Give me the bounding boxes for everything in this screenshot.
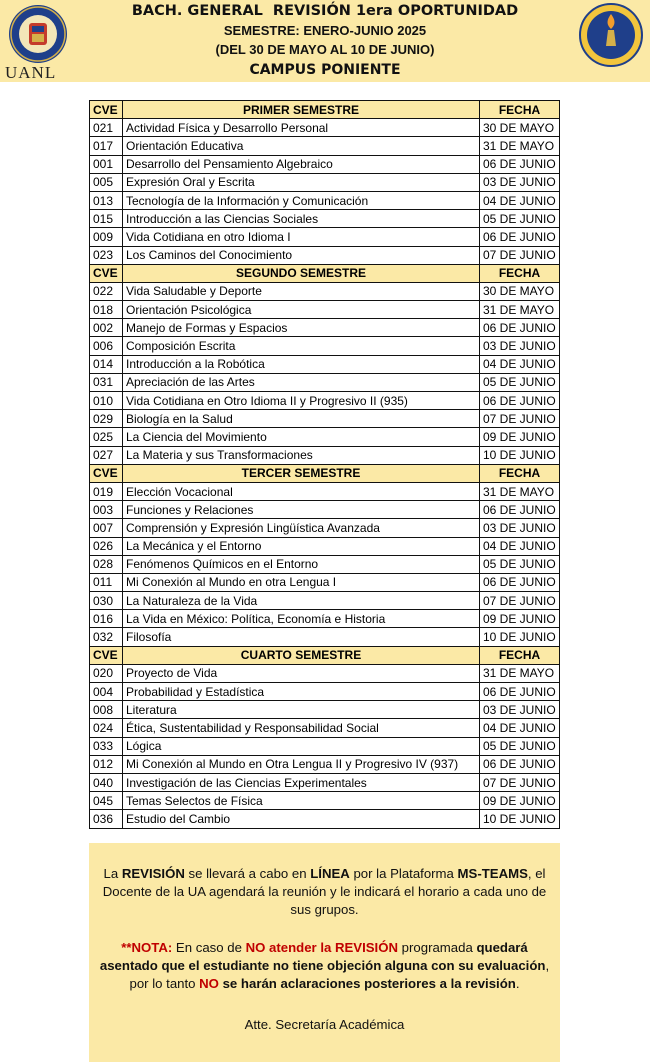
table-row <box>90 537 560 555</box>
column-header-fecha: FECHA <box>480 464 560 482</box>
course-name: Literatura <box>123 701 480 719</box>
course-name: La Vida en México: Política, Economía e Historia <box>123 610 480 628</box>
course-name: Apreciación de las Artes <box>123 373 480 391</box>
column-header-cve: CVE <box>90 646 123 664</box>
course-name: Funciones y Relaciones <box>123 501 480 519</box>
table-row <box>90 555 560 573</box>
course-code: 032 <box>90 628 123 646</box>
note-text: MS-TEAMS <box>457 866 528 881</box>
exam-date: 09 DE JUNIO <box>480 610 560 628</box>
note-text: , el Docente de la UA agendará la reunión y le indicará el horario a cada uno de sus grupos. <box>102 866 547 917</box>
note-text: NO atender la REVISIÓN <box>245 940 399 955</box>
exam-date: 06 DE JUNIO <box>480 155 560 173</box>
semester-header-row <box>90 464 560 482</box>
uanl-seal-icon <box>8 4 68 64</box>
semester-header-row <box>90 101 560 119</box>
table-row <box>90 173 560 191</box>
course-code: 045 <box>90 792 123 810</box>
course-code: 020 <box>90 664 123 682</box>
course-name: Ética, Sustentabilidad y Responsabilidad Social <box>123 719 480 737</box>
exam-date: 05 DE JUNIO <box>480 737 560 755</box>
exam-date: 07 DE JUNIO <box>480 773 560 791</box>
course-code: 027 <box>90 446 123 464</box>
note-text: REVISIÓN <box>121 866 185 881</box>
exam-date: 05 DE JUNIO <box>480 210 560 228</box>
semester-header-row <box>90 646 560 664</box>
exam-date: 09 DE JUNIO <box>480 792 560 810</box>
note-paragraph-platform <box>97 865 552 919</box>
note-text: LÍNEA <box>310 866 350 881</box>
header-semester: SEMESTRE: ENERO-JUNIO 2025 <box>223 23 427 38</box>
course-name: Fenómenos Químicos en el Entorno <box>123 555 480 573</box>
course-name: La Materia y sus Transformaciones <box>123 446 480 464</box>
course-name: Comprensión y Expresión Lingüística Avanzada <box>123 519 480 537</box>
note-text: En caso de <box>172 940 246 955</box>
course-code: 017 <box>90 137 123 155</box>
table-row <box>90 628 560 646</box>
table-row <box>90 446 560 464</box>
column-header-fecha: FECHA <box>480 264 560 282</box>
table-row <box>90 373 560 391</box>
column-header-fecha: FECHA <box>480 101 560 119</box>
course-code: 008 <box>90 701 123 719</box>
note-signature: Atte. Secretaría Académica <box>244 1017 405 1032</box>
course-name: Filosofía <box>123 628 480 646</box>
course-name: Vida Cotidiana en otro Idioma I <box>123 228 480 246</box>
course-code: 003 <box>90 501 123 519</box>
course-code: 009 <box>90 228 123 246</box>
column-header-cve: CVE <box>90 264 123 282</box>
course-code: 013 <box>90 191 123 209</box>
column-header-fecha: FECHA <box>480 646 560 664</box>
semester-header-row <box>90 264 560 282</box>
exam-date: 05 DE JUNIO <box>480 373 560 391</box>
table-row <box>90 810 560 828</box>
exam-date: 06 DE JUNIO <box>480 392 560 410</box>
pablo-livas-logo-icon <box>578 2 644 68</box>
course-code: 012 <box>90 755 123 773</box>
course-code: 033 <box>90 737 123 755</box>
course-code: 002 <box>90 319 123 337</box>
exam-date: 06 DE JUNIO <box>480 501 560 519</box>
table-row <box>90 482 560 500</box>
table-row <box>90 592 560 610</box>
table-row <box>90 501 560 519</box>
course-code: 024 <box>90 719 123 737</box>
course-code: 006 <box>90 337 123 355</box>
exam-date: 03 DE JUNIO <box>480 519 560 537</box>
course-name: Vida Saludable y Deporte <box>123 282 480 300</box>
course-code: 026 <box>90 537 123 555</box>
course-name: Actividad Física y Desarrollo Personal <box>123 119 480 137</box>
course-code: 011 <box>90 573 123 591</box>
course-code: 014 <box>90 355 123 373</box>
course-name: Expresión Oral y Escrita <box>123 173 480 191</box>
course-name: Orientación Educativa <box>123 137 480 155</box>
course-code: 022 <box>90 282 123 300</box>
table-row <box>90 191 560 209</box>
header-program: BACH. GENERAL <box>131 3 263 19</box>
course-code: 015 <box>90 210 123 228</box>
course-name: Mi Conexión al Mundo en Otra Lengua II y Progresivo IV (937) <box>123 755 480 773</box>
note-text: NO <box>199 976 219 991</box>
semester-title: SEGUNDO SEMESTRE <box>123 264 480 282</box>
exam-date: 10 DE JUNIO <box>480 810 560 828</box>
table-row <box>90 319 560 337</box>
table-row <box>90 701 560 719</box>
semester-title: CUARTO SEMESTRE <box>123 646 480 664</box>
table-row <box>90 355 560 373</box>
course-name: Tecnología de la Información y Comunicación <box>123 191 480 209</box>
exam-date: 06 DE JUNIO <box>480 683 560 701</box>
exam-date: 09 DE JUNIO <box>480 428 560 446</box>
course-name: Proyecto de Vida <box>123 664 480 682</box>
course-code: 021 <box>90 119 123 137</box>
table-row <box>90 137 560 155</box>
course-name: La Naturaleza de la Vida <box>123 592 480 610</box>
page-header <box>0 0 650 82</box>
course-name: Desarrollo del Pensamiento Algebraico <box>123 155 480 173</box>
note-text: se harán aclaraciones posteriores a la revisión <box>218 976 516 991</box>
course-code: 018 <box>90 301 123 319</box>
table-row <box>90 573 560 591</box>
course-code: 028 <box>90 555 123 573</box>
uanl-logo-text: UANL <box>5 63 57 82</box>
exam-date: 10 DE JUNIO <box>480 628 560 646</box>
course-name: Elección Vocacional <box>123 482 480 500</box>
note-text: **NOTA: <box>121 940 173 955</box>
note-text: . <box>515 976 520 991</box>
column-header-cve: CVE <box>90 101 123 119</box>
table-row <box>90 664 560 682</box>
exam-schedule-table <box>89 100 560 829</box>
note-text: programada <box>398 940 477 955</box>
course-name: Los Caminos del Conocimiento <box>123 246 480 264</box>
table-row <box>90 228 560 246</box>
course-code: 010 <box>90 392 123 410</box>
table-row <box>90 392 560 410</box>
table-row <box>90 610 560 628</box>
exam-date: 03 DE JUNIO <box>480 337 560 355</box>
course-name: Vida Cotidiana en Otro Idioma II y Progresivo II (935) <box>123 392 480 410</box>
exam-date: 06 DE JUNIO <box>480 228 560 246</box>
exam-date: 03 DE JUNIO <box>480 701 560 719</box>
course-code: 029 <box>90 410 123 428</box>
course-name: La Mecánica y el Entorno <box>123 537 480 555</box>
course-name: Temas Selectos de Física <box>123 792 480 810</box>
exam-date: 04 DE JUNIO <box>480 191 560 209</box>
exam-date: 03 DE JUNIO <box>480 173 560 191</box>
exam-date: 06 DE JUNIO <box>480 755 560 773</box>
table-row <box>90 282 560 300</box>
header-campus: CAMPUS PONIENTE <box>249 62 401 78</box>
course-code: 019 <box>90 482 123 500</box>
course-code: 030 <box>90 592 123 610</box>
exam-date: 31 DE MAYO <box>480 137 560 155</box>
exam-date: 30 DE MAYO <box>480 282 560 300</box>
course-name: Introducción a la Robótica <box>123 355 480 373</box>
note-paragraph-warning <box>97 939 552 993</box>
exam-date: 10 DE JUNIO <box>480 446 560 464</box>
course-name: Introducción a las Ciencias Sociales <box>123 210 480 228</box>
table-row <box>90 428 560 446</box>
header-revision: REVISIÓN 1era OPORTUNIDAD <box>272 3 519 19</box>
exam-date: 06 DE JUNIO <box>480 319 560 337</box>
table-row <box>90 301 560 319</box>
exam-date: 07 DE JUNIO <box>480 410 560 428</box>
semester-title: TERCER SEMESTRE <box>123 464 480 482</box>
table-row <box>90 210 560 228</box>
course-name: Investigación de las Ciencias Experimentales <box>123 773 480 791</box>
course-code: 025 <box>90 428 123 446</box>
course-code: 001 <box>90 155 123 173</box>
course-name: Biología en la Salud <box>123 410 480 428</box>
course-code: 023 <box>90 246 123 264</box>
course-code: 007 <box>90 519 123 537</box>
course-name: Probabilidad y Estadística <box>123 683 480 701</box>
note-text: , por lo tanto <box>129 958 550 991</box>
exam-date: 05 DE JUNIO <box>480 555 560 573</box>
table-row <box>90 683 560 701</box>
exam-date: 31 DE MAYO <box>480 482 560 500</box>
note-text: La <box>103 866 122 881</box>
exam-date: 04 DE JUNIO <box>480 719 560 737</box>
exam-date: 07 DE JUNIO <box>480 592 560 610</box>
review-note-box <box>89 843 560 1062</box>
exam-date: 30 DE MAYO <box>480 119 560 137</box>
exam-date: 06 DE JUNIO <box>480 573 560 591</box>
table-row <box>90 719 560 737</box>
table-row <box>90 119 560 137</box>
course-code: 031 <box>90 373 123 391</box>
table-row <box>90 755 560 773</box>
column-header-cve: CVE <box>90 464 123 482</box>
course-name: Manejo de Formas y Espacios <box>123 319 480 337</box>
course-code: 036 <box>90 810 123 828</box>
course-code: 005 <box>90 173 123 191</box>
course-name: Orientación Psicológica <box>123 301 480 319</box>
note-text: por la Plataforma <box>349 866 458 881</box>
course-code: 016 <box>90 610 123 628</box>
exam-date: 04 DE JUNIO <box>480 537 560 555</box>
course-name: La Ciencia del Movimiento <box>123 428 480 446</box>
semester-title: PRIMER SEMESTRE <box>123 101 480 119</box>
exam-date: 07 DE JUNIO <box>480 246 560 264</box>
exam-date: 31 DE MAYO <box>480 664 560 682</box>
exam-date: 04 DE JUNIO <box>480 355 560 373</box>
course-name: Composición Escrita <box>123 337 480 355</box>
table-row <box>90 410 560 428</box>
header-dates: (DEL 30 DE MAYO AL 10 DE JUNIO) <box>215 42 435 57</box>
table-row <box>90 246 560 264</box>
table-row <box>90 337 560 355</box>
course-name: Lógica <box>123 737 480 755</box>
course-name: Mi Conexión al Mundo en otra Lengua I <box>123 573 480 591</box>
table-row <box>90 737 560 755</box>
note-text: se llevará a cabo en <box>184 866 311 881</box>
table-row <box>90 792 560 810</box>
course-code: 004 <box>90 683 123 701</box>
header-title <box>100 3 550 19</box>
course-name: Estudio del Cambio <box>123 810 480 828</box>
table-row <box>90 519 560 537</box>
note-text: quedará asentado que el estudiante no tiene objeción alguna con su evaluación <box>99 940 546 973</box>
exam-date: 31 DE MAYO <box>480 301 560 319</box>
table-row <box>90 773 560 791</box>
course-code: 040 <box>90 773 123 791</box>
table-row <box>90 155 560 173</box>
